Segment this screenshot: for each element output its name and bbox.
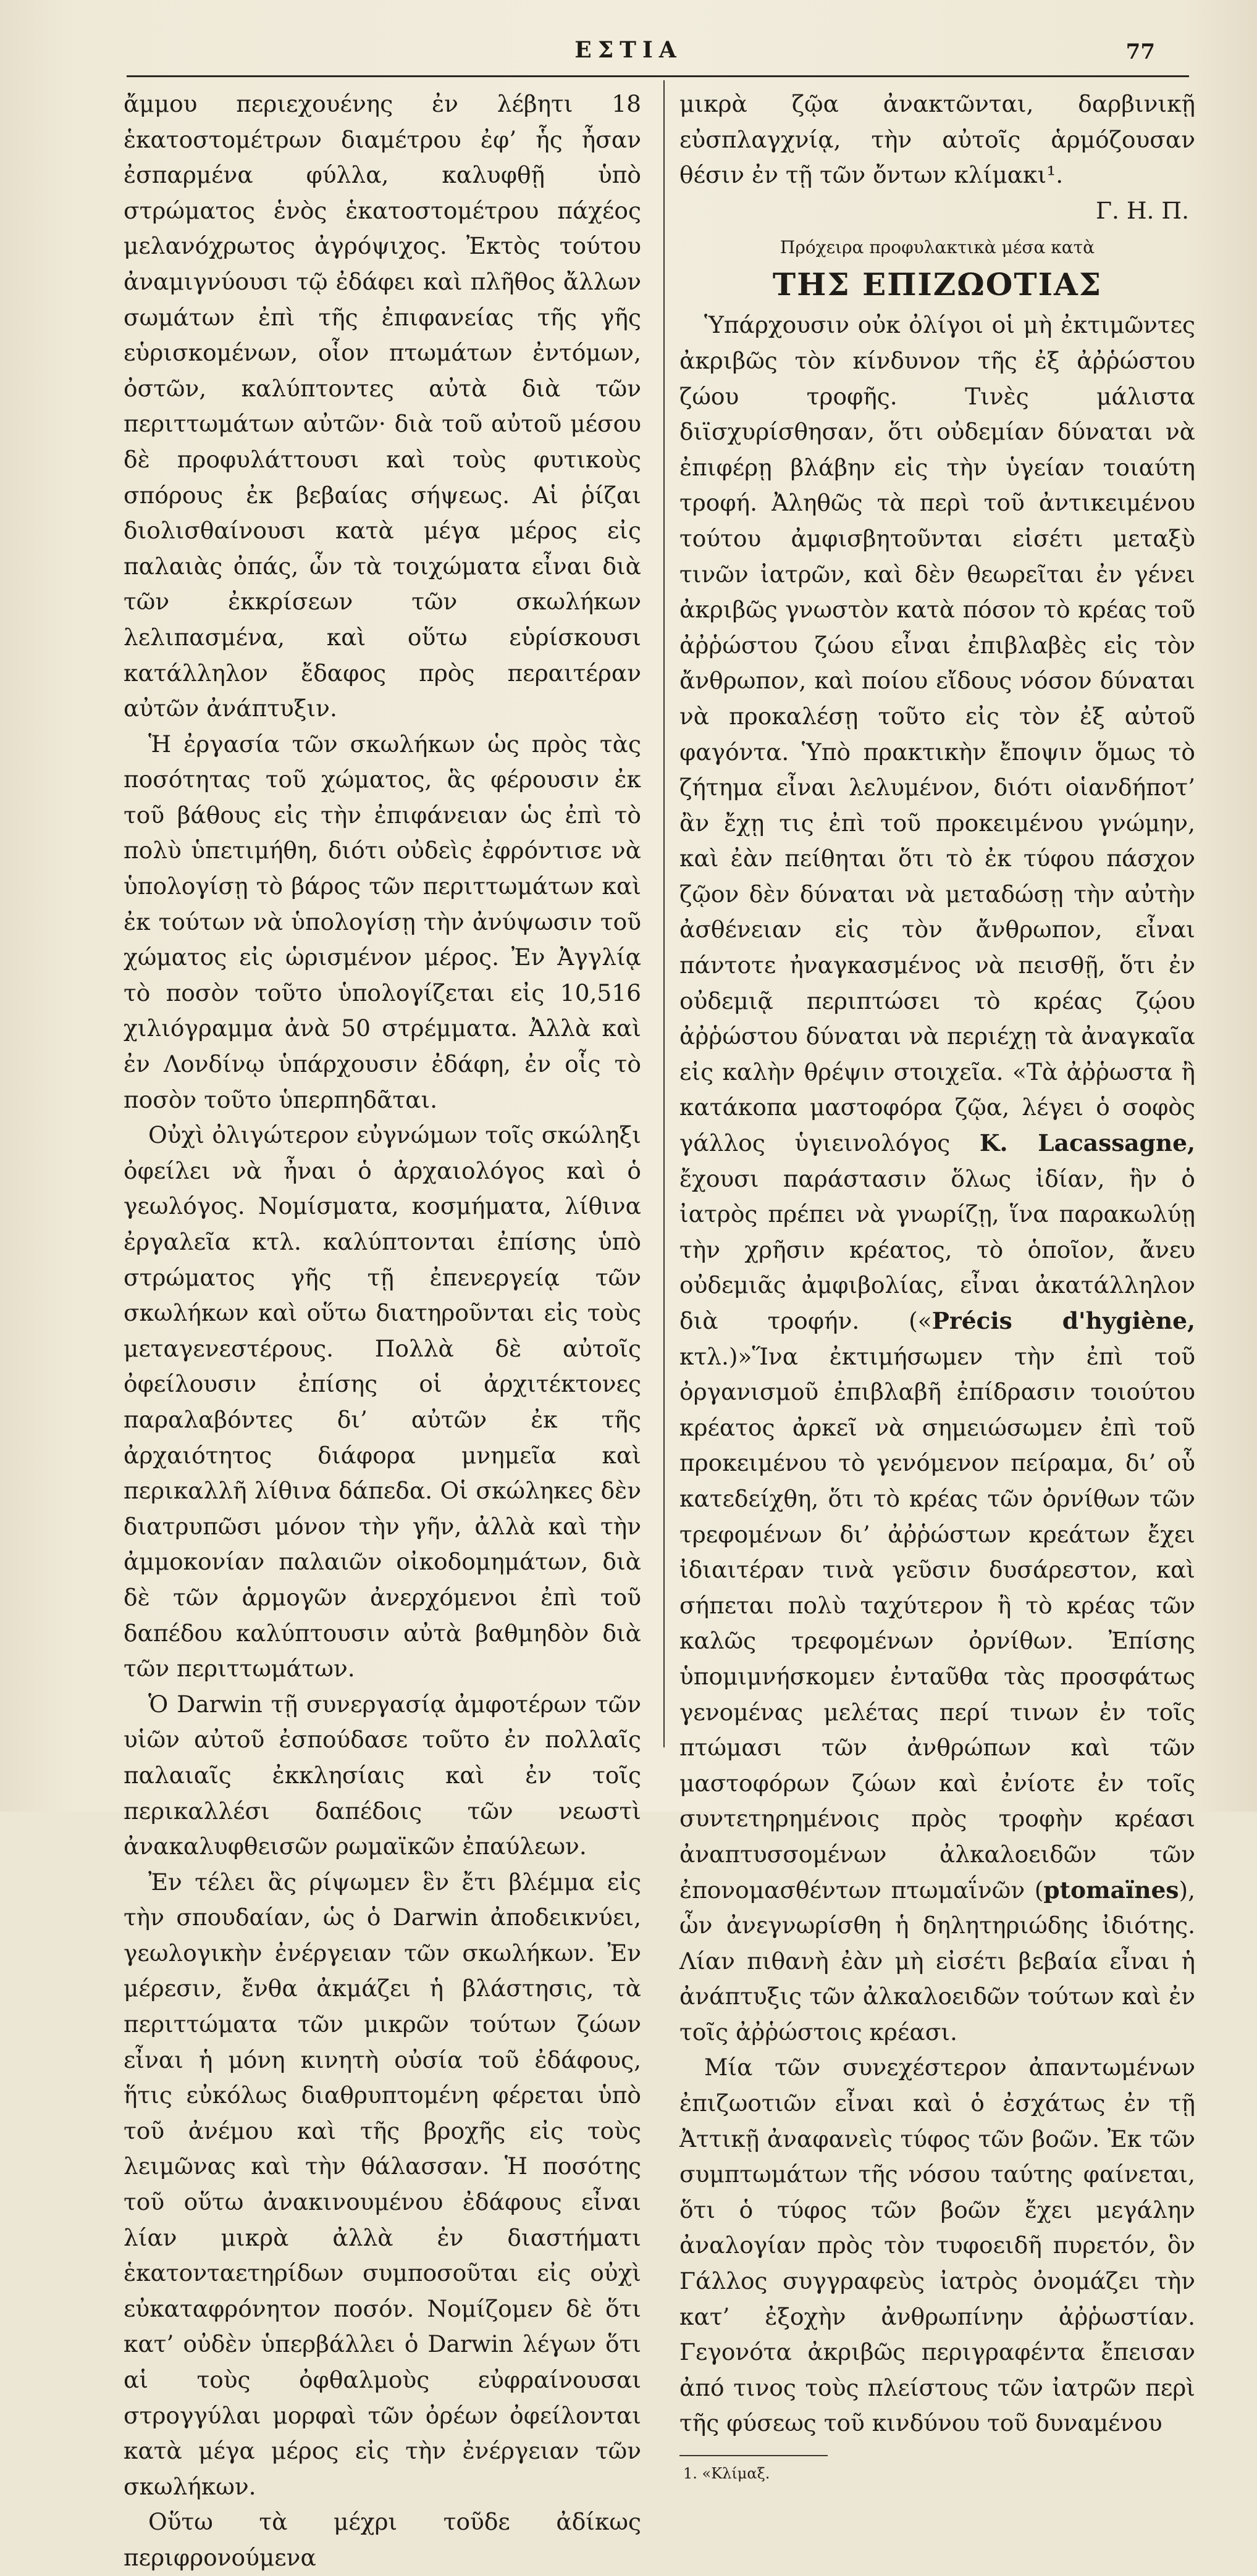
author-signature: Γ. Η. Π. <box>1095 196 1189 224</box>
paragraph: ἄμμου περιεχουένης ἐν λέβητι 18 ἑκατοστομέτρων διαμέτρου ἐφ’ ἧς ἦσαν ἐσπαρμένα φύλλα, καλυφθῇ ὑπὸ στρώματος ἑνὸς ἑκατοστομέτρου πάχέος μελανόχρωτος ἀγρόψιχος. Ἐκτὸς τούτου ἀναμιγνύουσι τῷ ἐδάφει καὶ πλῆθος ἄλλων σωμάτων ἐπὶ τῆς ἐπιφανείας τῆς γῆς εὑρισκομένων, οἷον πτωμάτων ἐντόμων, ὀστῶν, καλύπτοντες αὐτὰ διὰ τῶν περιττωμάτων αὐτῶν· διὰ τοῦ αὐτοῦ μέσου δὲ προφυλάττουσι καὶ τοὺς φυτικοὺς σπόρους ἐκ βεβαίας σήψεως. Αἱ ῥίζαι διολισθαίνουσι κατὰ μέγα μέρος εἰς παλαιὰς ὀπάς, ὧν τὰ τοιχώματα εἶναι διὰ τῶν ἐκκρίσεων τῶν σκωλήκων λελιπασμένα, καὶ οὕτω εὑρίσκουσι κατάλληλον ἔδαφος πρὸς περαιτέραν αὐτῶν ἀνάπτυξιν. <box>124 90 641 722</box>
paragraph-text: ), ὧν ἀνεγνωρίσθη ἡ δηλητηριώδης ἰδιότης. Λίαν πιθανὴ ἐὰν μὴ εἰσέτι βεβαία εἶναι ἡ ἀνάπτυξις τῶν ἀλκαλοειδῶν τούτων καὶ ἐν τοῖς ἀῤῥώστοις κρέασι. <box>679 1876 1195 2046</box>
paragraph-text: ἔχουσι παράστασιν ὅλως ἰδίαν, ἣν ὁ ἰατρὸς πρέπει νὰ γνωρίζῃ, ἵνα παρακωλύῃ τὴν χρῆσιν κρέατος, τὸ ὁποῖον, ἄνευ οὐδεμιᾶς ἀμφιβολίας, εἶναι ἀκατάλληλον διὰ τροφήν. (« <box>679 1165 1195 1334</box>
footnote-rule <box>679 2455 828 2456</box>
paragraph-text: κτλ.)»Ἵνα ἐκτιμήσωμεν τὴν ἐπὶ τοῦ ὀργανισμοῦ ἐπιβλαβῆ ἐπίδρασιν τοιούτου κρέατος ἀρκεῖ νὰ σημειώσωμεν ἐπὶ τοῦ προκειμένου τὸ γενόμενον πείραμα, δι’ οὗ κατεδείχθη, ὅτι τὸ κρέας τῶν ὀρνίθων τῶν τρεφομένων δι’ ἀῤῥώστων κρεάτων ἔχει ἰδιαιτέραν τινὰ γεῦσιν δυσάρεστον, καὶ σήπεται πολὺ ταχύτερον ἢ τὸ κρέας τῶν καλῶς τρεφομένων ὀρνίθων. Ἐπίσης ὑπομιμνήσκομεν ἐνταῦθα τὰς προσφάτως γενομένας μελέτας περί τινων ἐν τοῖς πτώμασι τῶν ἀνθρώπων καὶ τῶν μαστοφόρων ζώων καὶ ἐνίοτε ἐν τοῖς συντετηρημένοις πρὸς τροφὴν κρέασι ἀναπτυσσομένων ἀλκαλοειδῶν τῶν ἐπονομασθέντων πτωμαΐνῶν ( <box>679 1342 1195 1904</box>
page-number: 77 <box>1125 40 1155 64</box>
left-column <box>124 86 641 2576</box>
footnote: 1. «Κλίμαξ. <box>683 2465 770 2482</box>
continuation-paragraph: μικρὰ ζῷα ἀνακτῶνται, δαρβινικῇ εὐσπλαγχνίᾳ, τὴν αὐτοῖς ἁρμόζουσαν θέσιν ἐν τῇ τῶν ὄντων κλίμακι¹. <box>679 90 1195 189</box>
paragraph: Οὕτω τὰ μέχρι τοῦδε ἀδίκως περιφρονούμενα <box>124 2508 641 2571</box>
paragraph: Ἡ ἐργασία τῶν σκωλήκων ὡς πρὸς τὰς ποσότητας τοῦ χώματος, ἃς φέρουσιν ἐκ τοῦ βάθους εἰς τὴν ἐπιφάνειαν ὡς ἐπὶ τὸ πολὺ ὑπετιμήθη, διότι οὐδεὶς ἐφρόντισε νὰ ὑπολογίσῃ τὸ βάρος τῶν περιττωμάτων καὶ ἐκ τούτων νὰ ὑπολογίσῃ τὴν ἀνύψωσιν τοῦ χώματος εἰς ὡρισμένον μέρος. Ἐν Ἀγγλίᾳ τὸ ποσὸν τοῦτο ὑπολογίζεται εἰς 10,516 χιλιόγραμμα ἀνὰ 50 στρέμματα. Ἀλλὰ καὶ ἐν Λονδίνῳ ὑπάρχουσιν ἐδάφη, ἐν οἷς τὸ ποσὸν τοῦτο ὑπερπηδᾶται. <box>124 730 641 1113</box>
paragraph: Ὁ Darwin τῇ συνεργασίᾳ ἀμφοτέρων τῶν υἱῶν αὐτοῦ ἐσπούδασε τοῦτο ἐν πολλαῖς παλαιαῖς ἐκκλησίαις καὶ ἐν τοῖς περικαλλέσι δαπέδοις τῶν νεωστὶ ἀνακαλυφθεισῶν ρωμαϊκῶν ἐπαύλεων. <box>124 1690 641 1860</box>
latin-author-name: K. Lacassagne, <box>979 1129 1196 1157</box>
article-subtitle: Πρόχειρα προφυλακτικὰ μέσα κατὰ <box>780 237 1095 258</box>
header-rule <box>127 75 1189 77</box>
paragraph-text: Ὑπάρχουσιν οὐκ ὀλίγοι οἱ μὴ ἐκτιμῶντες ἀκριβῶς τὸν κίνδυνον τῆς ἐξ ἀῤῥώστου ζώου τροφῆς. Τινὲς μάλιστα διϊσχυρίσθησαν, ὅτι οὐδεμίαν δύναται νὰ ἐπιφέρῃ βλάβην εἰς τὴν ὑγείαν τοιαύτη τροφή. Ἀληθῶς τὰ περὶ τοῦ ἀντικειμένου τούτου ἀμφισβητοῦνται εἰσέτι μεταξὺ τινῶν ἰατρῶν, καὶ δὲν θεωρεῖται ἐν γένει ἀκριβῶς γνωστὸν κατὰ πόσον τὸ κρέας τοῦ ἀῤῥώστου ζώου εἶναι ἐπιβλαβὲς εἰς τὸν ἄνθρωπον, καὶ ποίου εἴδους νόσον δύναται νὰ προκαλέσῃ τοῦτο εἰς τὸν ἐξ αὐτοῦ φαγόντα. Ὑπὸ πρακτικὴν ἔποψιν ὅμως τὸ ζήτημα εἶναι λελυμένον, διότι οἱανδήποτ’ ἂν ἔχῃ τις ἐπὶ τοῦ προκειμένου γνώμην, καὶ ἐὰν πείθηται ὅτι τὸ ἐκ τύφου πάσχον ζῷον δὲν δύναται νὰ μεταδώσῃ τὴν αὐτὴν ἀσθένειαν εἰς τὸν ἄνθρωπον, εἶναι πάντοτε ἠναγκασμένος νὰ πεισθῇ, ὅτι ἐν οὐδεμιᾷ περιπτώσει τὸ κρέας ζῴου ἀῤῥώστου δύναται νὰ περιέχῃ τὰ ἀναγκαῖα εἰς καλὴν θρέψιν στοιχεῖα. «Τὰ ἀῤῥωστα ἢ κατάκοπα μαστοφόρα ζῷα, λέγει ὁ σοφὸς γάλλος ὑγιεινολόγος <box>679 311 1195 1157</box>
running-head: ΕΣΤΙΑ <box>574 37 683 63</box>
paragraph <box>679 307 1195 2050</box>
article-title: ΤΗΣ ΕΠΙΖΩΟΤΙΑΣ <box>772 266 1103 303</box>
paragraph: Μία τῶν συνεχέστερον ἀπαντωμένων ἐπιζωοτιῶν εἶναι καὶ ὁ ἐσχάτως ἐν τῇ Ἀττικῇ ἀναφανεὶς τύφος τῶν βοῶν. Ἐκ τῶν συμπτωμάτων τῆς νόσου ταύτης φαίνεται, ὅτι ὁ τύφος τῶν βοῶν ἔχει μεγάλην ἀναλογίαν πρὸς τὸν τυφοειδῆ πυρετόν, ὃν Γάλλος συγγραφεὺς ἰατρὸς ὀνομάζει τὴν κατ’ ἐξοχὴν ἀνθρωπίνην ἀῤῥωστίαν. Γεγονότα ἀκριβῶς περιγραφέντα ἔπεισαν ἀπό τινος τοὺς πλείστους τῶν ἰατρῶν περὶ τῆς φύσεως τοῦ κινδύνου τοῦ δυναμένου <box>679 2054 1195 2437</box>
column-divider <box>663 80 665 1747</box>
paragraph: Ἐν τέλει ἃς ρίψωμεν ἓν ἔτι βλέμμα εἰς τὴν σπουδαίαν, ὡς ὁ Darwin ἀποδεικνύει, γεωλογικὴν ἐνέργειαν τῶν σκωλήκων. Ἐν μέρεσιν, ἔνθα ἀκμάζει ἡ βλάστησις, τὰ περιττώματα τῶν μικρῶν τούτων ζώων εἶναι ἡ μόνη κινητὴ οὐσία τοῦ ἐδάφους, ἥτις εὐκόλως διαθρυπτομένη φέρεται ὑπὸ τοῦ ἀνέμου καὶ τῆς βροχῆς εἰς τοὺς λειμῶνας καὶ τὴν θάλασσαν. Ἡ ποσότης τοῦ οὕτω ἀνακινουμένου ἐδάφους εἶναι λίαν μικρὰ ἀλλὰ ἐν διαστήματι ἑκατονταετηρίδων συμποσοῦται εἰς οὐχὶ εὐκαταφρόνητον ποσόν. Νομίζομεν δὲ ὅτι κατ’ οὐδὲν ὑπερβάλλει ὁ Darwin λέγων ὅτι αἱ τοὺς ὀφθαλμοὺς εὐφραίνουσαι στρογγύλαι μορφαὶ τῶν ὀρέων ὀφείλονται κατὰ μέγα μέρος εἰς τὴν ἐνέργειαν τῶν σκωλήκων. <box>124 1868 641 2500</box>
latin-term: ptomaïnes <box>1043 1876 1179 1904</box>
latin-book-title: Précis d'hygiène, <box>931 1307 1196 1334</box>
paragraph: Οὐχὶ ὀλιγώτερον εὐγνώμων τοῖς σκώληξι ὀφείλει νὰ ἦναι ὁ ἀρχαιολόγος καὶ ὁ γεωλόγος. Νομίσματα, κοσμήματα, λίθινα ἐργαλεῖα κτλ. καλύπτονται ἐπίσης ὑπὸ στρώματος γῆς τῇ ἐπενεργείᾳ τῶν σκωλήκων καὶ οὕτω διατηροῦνται εἰς τοὺς μεταγενεστέρους. Πολλὰ δὲ αὐτοῖς ὀφείλουσιν ἐπίσης οἱ ἀρχιτέκτονες παραλαβόντες δι’ αὐτῶν ἐκ τῆς ἀρχαιότητος διάφορα μνημεῖα καὶ περικαλλῆ λίθινα δάπεδα. Οἱ σκώληκες δὲν διατρυπῶσι μόνον τὴν γῆν, ἀλλὰ καὶ τὴν ἀμμοκονίαν παλαιῶν οἰκοδομημάτων, διὰ δὲ τῶν ἁρμογῶν ἀνερχόμενοι ἐπὶ τοῦ δαπέδου καλύπτουσιν αὐτὰ βαθμηδὸν διὰ τῶν περιττωμάτων. <box>124 1121 641 1683</box>
right-column <box>679 86 1195 2483</box>
